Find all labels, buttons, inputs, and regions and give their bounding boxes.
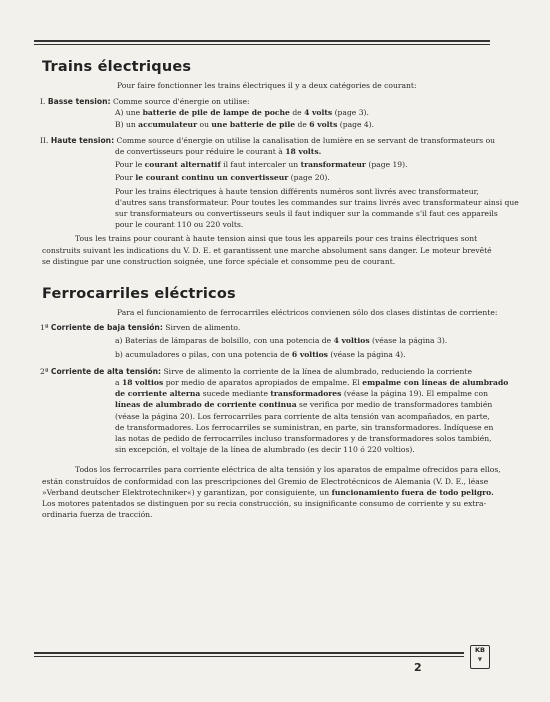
haute-tension-l5: Pour les trains électriques à haute tension différents numéros sont livrés avec transformateur, — [115, 186, 479, 196]
spanish-intro: Para el funcionamiento de ferrocarriles eléctricos convienen sólo dos clases distintas de corriente: — [117, 308, 498, 317]
option-a-fr: A) une batterie de pile de lampe de poche de 4 volts (page 3). — [115, 108, 369, 118]
page-number: 2 — [414, 661, 422, 674]
alta-tension-l3: de corriente alterna sucede mediante transformadores (véase la página 19). El empalme con — [115, 389, 488, 399]
alta-tension-l5: (véase la página 20). Los ferrocarriles para corriente de alta tensión van acompañados, en parte, — [115, 411, 490, 421]
bottom-rule — [34, 652, 464, 654]
french-intro: Pour faire fonctionner les trains électriques il y a deux catégories de courant: — [117, 81, 417, 90]
haute-tension-l2: de convertisseurs pour réduire le courant à 18 volts. — [115, 147, 322, 157]
section-title-spanish: Ferrocarriles eléctricos — [42, 286, 236, 302]
haute-tension-l7: sur transformateurs ou convertisseurs seuls il faut indiquer sur la commande s'il faut ces appareils — [115, 209, 498, 219]
alta-tension-l2: a 18 voltios por medio de aparatos apropiados de empalme. El empalme con líneas de alumbrado — [115, 378, 509, 388]
section-title-french: Trains électriques — [42, 59, 192, 75]
french-closing-l1: Tous les trains pour courant à haute tension ainsi que tous les appareils pour ces trains électriques sont — [75, 234, 478, 244]
french-closing-l3: se distingue par une construction soignée, une force spéciale et consomme peu de courant. — [42, 256, 396, 266]
alta-tension-l4: líneas de alumbrado de corriente continua se verifica por medio de transformadores también — [115, 400, 493, 410]
french-section — [40, 80, 519, 267]
kb-logo: KB ⩔ — [470, 645, 490, 669]
spanish-closing-l2: están construídos de conformidad con las prescripciones del Gremio de Electrotécnicos de Alemania (V. D. E., léase — [42, 476, 489, 486]
haute-tension-line: II. Haute tension: Comme source d'énergie on utilise la canalisation de lumière en se servant de transformateurs ou — [40, 135, 496, 145]
haute-tension-l4: Pour le courant continu un convertisseur (page 20). — [115, 173, 330, 183]
haute-tension-l8: pour le courant 110 ou 220 volts. — [115, 220, 244, 230]
spanish-closing-l5: ordinaria fuerza de tracción. — [42, 510, 153, 520]
haute-tension-l3: Pour le courant alternatif il faut intercaler un transformateur (page 19). — [115, 160, 408, 170]
spanish-closing-l1: Todos los ferrocarriles para corriente eléctrica de alta tensión y los aparatos de empalme ofrecidos para ellos, — [75, 465, 501, 475]
alta-tension-l8: sin excepción, el voltaje de la línea de alumbrado (es decir 110 ó 220 voltios). — [115, 445, 415, 455]
option-b-fr: B) un accumulateur ou une batterie de pile de 6 volts (page 4). — [115, 119, 375, 129]
french-closing-l2: construits suivant les indications du V. D. E. et garantissent une marche absolument sans danger. Le moteur brevêté — [42, 245, 492, 255]
spanish-section — [40, 307, 509, 520]
option-b-es: b) acumuladores o pilas, con una potencia de 6 voltios (véase la página 4). — [115, 349, 406, 359]
option-a-es: a) Baterías de lámparas de bolsillo, con una potencia de 4 voltios (véase la página 3). — [115, 336, 448, 346]
top-rule — [34, 40, 490, 42]
alta-tension-l6: de transformadores. Los ferrocarriles se suministran, en parte, sin transformadores. Indíquese en — [115, 422, 494, 432]
spanish-closing-l4: Los motores patentados se distinguen por su recia construcción, su insignificante consumo de corriente y su extra- — [42, 499, 487, 509]
alta-tension-line: 2ª Corriente de alta tensión: Sirve de alimento la corriente de la línea de alumbrado, reduciendo la corriente — [40, 366, 472, 376]
haute-tension-l6: d'autres sans transformateur. Pour toutes les commandes sur trains livrés avec transformateur ainsi que — [115, 197, 519, 207]
baja-tension-line: 1ª Corriente de baja tensión: Sirven de alimento. — [40, 323, 241, 333]
alta-tension-l7: las notas de pedido de ferrocarriles incluso transformadores y de transformadores solos también, — [115, 434, 492, 444]
basse-tension-line: I. Basse tension: Comme source d'énergie on utilise: — [40, 97, 250, 107]
spanish-closing-l3: »Verband deutscher Elektrotechniker«) y garantizan, por consiguiente, un funcionamiento fuera de todo peligro. — [42, 487, 494, 497]
